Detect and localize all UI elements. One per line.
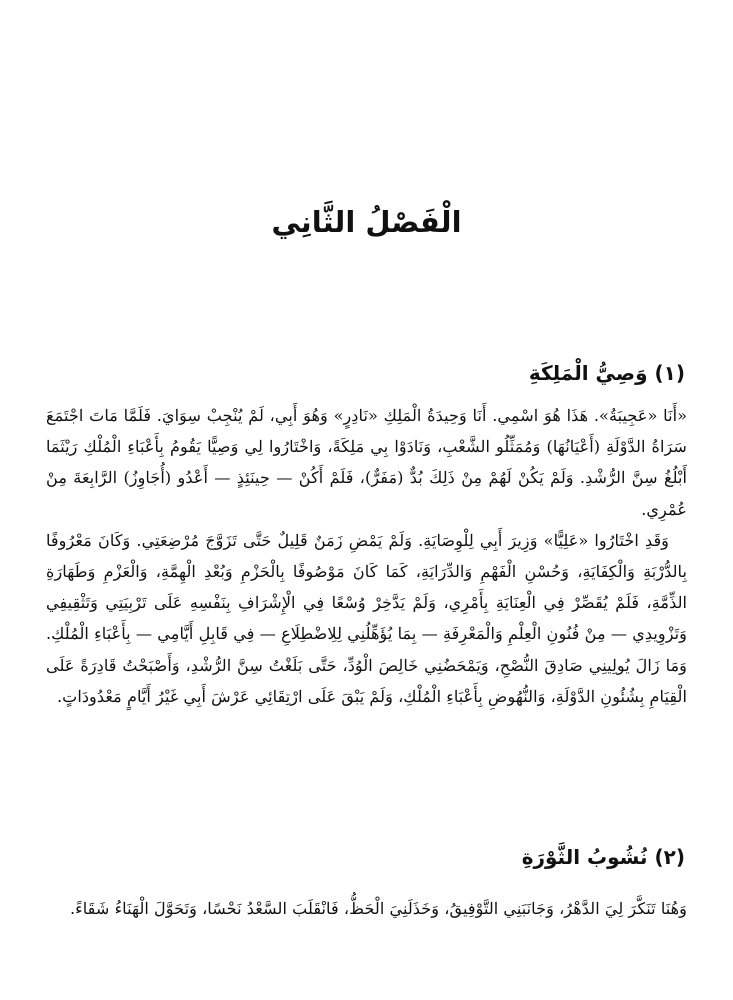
paragraph-1: «أَنَا «عَجِيبَةُ». هَذَا هُوَ اسْمِي. أَنَا وَحِيدَةُ الْمَلِكِ «نَادِرٍ» وَهُوَ أَبِي، لَمْ يُنْجِبْ سِوَايَ. فَلَمَّا مَاتَ اجْتَمَعَ سَرَاةُ الدَّوْلَةِ (أَعْيَانُهَا) وَمُمَثِّلُو الشَّعْبِ، وَنَادَوْا بِي مَلِكَةً، وَاخْتَارُوا لِي وَصِيًّا يَقُومُ بِأَعْبَاءِ الْمُلْكِ رَيْثَمَا أَبْلُغُ سِنَّ الرُّشْدِ. وَلَمْ يَكُنْ لَهُمْ مِنْ ذَلِكَ بُدٌّ (مَفَرٌّ)، فَلَمْ أَكُنْ — حِينَئِذٍ — أَعْدُو (أُجَاوِزُ) الرَّابِعَةَ مِنْ عُمْرِي.: [46, 406, 687, 519]
paragraph-3: وَهُنَا تَنَكَّرَ لِيَ الدَّهْرُ، وَجَانَبَنِي التَّوْفِيقُ، وَخَذَلَنِيَ الْحَظُّ، فَانْقَلَبَ السَّعْدُ نَحْسًا، وَتَحَوَّلَ الْهَنَاءُ شَقَاءً.: [69, 899, 687, 918]
paragraph-2: وَقَدِ اخْتَارُوا «عَلِيًّا» وَزِيرَ أَبِي لِلْوِصَايَةِ. وَلَمْ يَمْضِ زَمَنٌ قَلِيلٌ حَتَّى تَزَوَّجَ مُرْضِعَتِي. وَكَانَ مَعْرُوفًا بِالدُّرْبَةِ وَالْكِفَايَةِ، وَحُسْنِ الْفَهْمِ وَالدِّرَايَةِ، كَمَا كَانَ مَوْصُوفًا بِالْحَزْمِ وَبُعْدِ الْهِمَّةِ، وَالْعَزْمِ وَطَهَارَةِ الذِّمَّةِ، فَلَمْ يُقَصِّرْ فِي الْعِنَايَةِ بِأَمْرِي، وَلَمْ يَدَّخِرْ وُسْعًا فِي الْإِشْرَافِ بِنَفْسِهِ عَلَى تَرْبِيَتِي وَتَثْقِيفِي وَتَزْوِيدِي — مِنْ فُنُونِ الْعِلْمِ وَالْمَعْرِفَةِ — بِمَا يُؤَهِّلُنِي لِلِاضْطِلَاعِ — فِي قَابِلِ أَيَّامِي — بِأَعْبَاءِ الْمُلْكِ. وَمَا زَالَ يُولِينِي صَادِقَ النُّصْحِ، وَيَمْحَضُنِي خَالِصَ الْوُدِّ، حَتَّى بَلَغْتُ سِنَّ الرُّشْدِ، وَأَصْبَحْتُ قَادِرَةً عَلَى الْقِيَامِ بِشُئُونِ الدَّوْلَةِ، وَالنُّهُوضِ بِأَعْبَاءِ الْمُلْكِ، وَلَمْ يَبْقَ عَلَى ارْتِقَائِي عَرْشَ أَبِي غَيْرُ أَيَّامٍ مَعْدُودَاتٍ.: [46, 530, 687, 706]
section-1-body: [46, 400, 687, 712]
section-heading-1: (١) وَصِيُّ الْمَلِكَةِ: [528, 361, 685, 385]
section-2-body: [46, 893, 687, 924]
chapter-title: الْفَصْلُ الثَّانِي: [271, 205, 462, 239]
section-heading-2: (٢) نُشُوبُ الثَّوْرَةِ: [521, 845, 685, 869]
